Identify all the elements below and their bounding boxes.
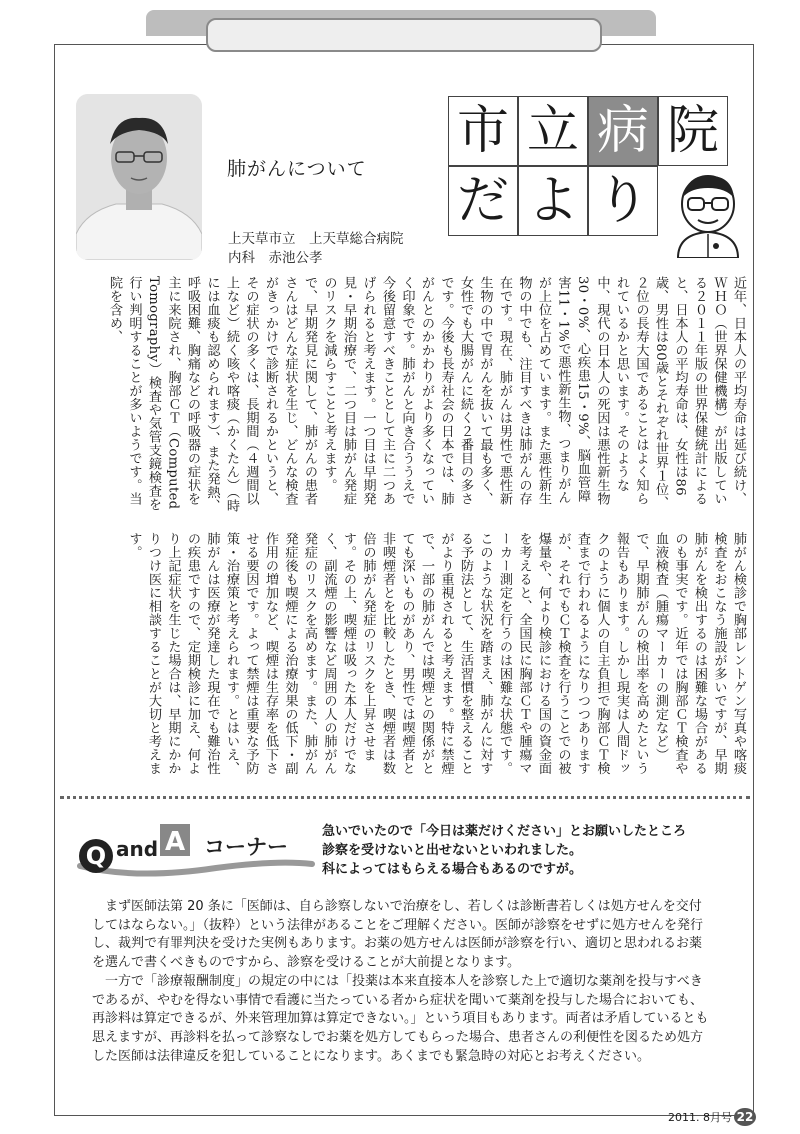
article-paragraph-lower: 肺がん検診で胸部レントゲン写真や喀痰検査をおこなう施設が多いですが、早期肺がんを検出するのは困難な場合があるのも事実です。近年では胸部ＣＴ検査や血液検査（腫瘍マーカーの測定など）で、早期肺がんの検出率を高めたという報告もあります。しかし現実は人間ドックのように個人の自主負担で胸部ＣＴ検査まで行われるようになりつつありますが、それでもＣＴ検査を行うことでの被爆量や、何より検診における国の資金面を考えると、全国民に胸部ＣＴや腫瘍マーカー測定を行うのは困難な状態です。このような状況を踏まえ、肺がんに対する予防法として、生活習慣を整えることがより重視されると考えます。特に禁煙で、一部の肺がんでは喫煙との関係がとても深いものがあり、男性では喫煙者と非喫煙者とを比較したとき、喫煙者は数倍の肺がん発症のリスクを上昇させます。その上、喫煙は吸った本人だけでなく、副流煙の影響など周囲の人の肺がん発症のリスクを高めます。また、肺がん発症後も喫煙による治療効果の低下・副作用の増加など、喫煙は生存率を低下させる要因です。よって禁煙は重要な予防策・治療策と考えられます。とはいえ、肺がんは医療が発達した現在でも難治性の疾患ですので、定期検診に加え、何より上記症状を生じた場合は、早期にかかりつけ医に相談することが大切と考えます。 bbox=[126, 532, 746, 775]
masthead-char: 立 bbox=[518, 96, 588, 166]
masthead-char: だ bbox=[448, 166, 518, 236]
qa-question-line: 診察を受けないと出せないといわれました。 bbox=[322, 843, 583, 858]
qa-and-word: and bbox=[116, 837, 159, 861]
issue-label: 2011. 8月号 bbox=[668, 1111, 732, 1124]
article-title: 肺がんについて bbox=[227, 158, 367, 180]
qa-corner-label: コーナー bbox=[204, 835, 288, 859]
qa-a-letter: A bbox=[164, 827, 186, 857]
masthead-char: 市 bbox=[448, 96, 518, 166]
affiliation-doctor: 内科 赤池公孝 bbox=[228, 250, 323, 266]
article-body-lower bbox=[62, 532, 748, 784]
article-paragraph-upper: 近年、日本人の平均寿命は延び続け、ＷＨＯ（世界保健機構）が出版している２０１１年版の世界保健統計によると、日本人の平均寿命は、女性は86歳、男性は80歳とそれぞれ世界１位、２位の長寿大国であることはよく知られているかと思います。そのような中、現代の日本人の死因は悪性新生物30・0%、心疾患15・9%、脳血管障害11・1%で悪性新生物、つまりがんが上位を占めています。また悪性新生物の中でも、注目すべきは肺がんの存在です。現在、肺がんは男性で悪性新生物の中で胃がんを抜いて最も多く、女性でも大腸がんに続く２番目の多さです。今後も長寿社会の日本では、肺がんとのかかわりがより多くなっていく印象です。肺がんと向き合ううえで今後留意すべきこととして主に二つあげられると考えます。一つ目は早期発見・早期治療で、二つ目は肺がん発症のリスクを減らすことと考えます。で、早期発見に関して、肺がんの患者さんはどんな症状を生じ、どんな検査がきっかけで診断されるかというと、その症状の多くは、長期間（４週間以上など）続く咳や喀痰（かくたん）（時には血痰も認められます）、また発熱、呼吸困難、胸痛などの呼吸器の症状を主に来院され、胸部ＣＴ（Computed Tomography）検査や気管支鏡検査を行い判明することが多いようです。当院を含め、 bbox=[107, 276, 746, 513]
qa-corner-logo bbox=[76, 820, 316, 880]
section-divider bbox=[60, 796, 750, 799]
qa-question bbox=[322, 822, 686, 879]
page-footer bbox=[668, 1108, 756, 1126]
qa-question-line: 科によってはもらえる場合もあるのですが。 bbox=[322, 862, 583, 877]
article-body-upper bbox=[62, 276, 748, 514]
masthead-char: よ bbox=[518, 166, 588, 236]
doctor-illustration bbox=[668, 168, 748, 258]
author-photo bbox=[76, 94, 202, 260]
author-affiliation bbox=[228, 230, 404, 268]
qa-question-line: 急いでいたので「今日は薬だけください」とお願いしたところ bbox=[322, 824, 687, 839]
qa-answer-paragraph: まず医師法第 20 条に「医師は、自ら診察しないで治療をし、若しくは診断書若しくは処方せんを交付してはならない。」（抜粋）という法律があることをご理解ください。医師が診察をせずに処方せんを発行し、裁判で有罪判決を受けた実例もあります。お薬の処方せんは医師が診察を行い、適切と思われるお薬を選んで書くべきものですから、診察を受けることが大前提となります。 bbox=[92, 899, 704, 971]
qa-answer bbox=[92, 898, 712, 1066]
clipboard-clip bbox=[206, 18, 602, 52]
masthead-char: 病 bbox=[588, 96, 658, 166]
masthead-char: 院 bbox=[658, 96, 728, 166]
qa-answer-paragraph: 一方で「診療報酬制度」の規定の中には「投薬は本来直接本人を診察した上で適切な薬剤を投与すべきであるが、やむを得ない事情で看護に当たっている者から症状を聞いて薬剤を投与した場合においても、再診料は算定できるが、外来管理加算は算定できない。」という項目もあります。両者は矛盾しているとも思えますが、再診料を払って診察なしでお薬を処方してもらった場合、患者さんの利便性を図るため処方した医師は法律違反を犯していることになります。あくまでも緊急時の対応とお考えください。 bbox=[92, 973, 709, 1064]
page-number: 22 bbox=[734, 1108, 756, 1126]
affiliation-hospital: 上天草市立 上天草総合病院 bbox=[228, 231, 404, 247]
masthead-char: り bbox=[588, 166, 658, 236]
qa-q-letter: Q bbox=[85, 842, 107, 870]
